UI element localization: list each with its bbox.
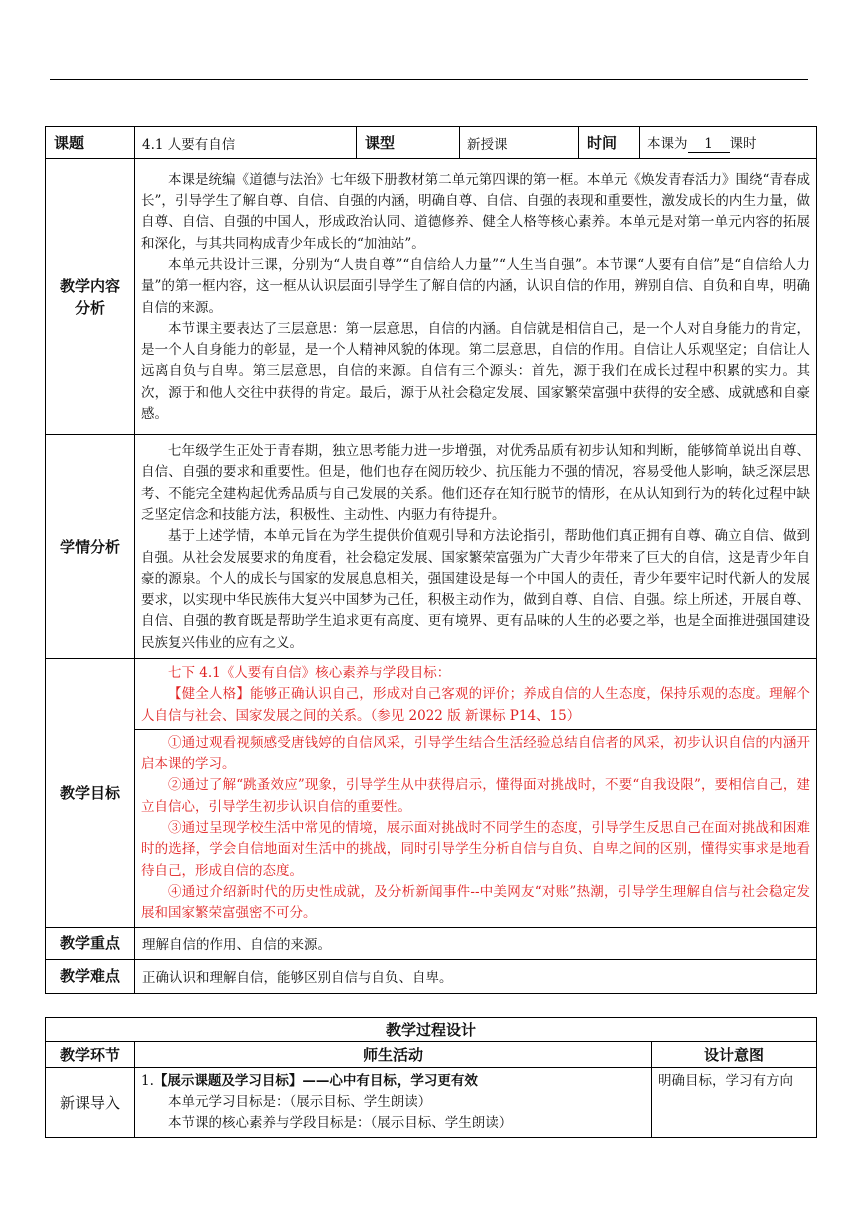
process-header-row (46, 1042, 817, 1068)
content-analysis-label: 教学内容分析 (46, 159, 135, 435)
content-paragraph: 本单元共设计三课，分别为“人贵自尊”“自信给人力量”“人生当自强”。本节课“人要有自信”是“自信给人力量”的第一框内容，这一框从认识层面引导学生了解自信的内涵，认识自信的作用，辨别自信、自负和自卑，明确自信的来源。 (141, 256, 810, 316)
difficulties-row (46, 959, 817, 993)
objectives-text (135, 659, 817, 928)
activity-heading: 【展示课题及学习目标】——心中有目标，学习更有效 (153, 1073, 478, 1089)
difficulties-label: 教学难点 (46, 959, 135, 993)
objective-item: ③通过呈现学校生活中常见的情境，展示面对挑战时不同学生的态度，引导学生反思自己在面对挑战和困难时的选择，学会自信地面对生活中的挑战，同时引导学生分析自信与自负、自卑之间的区别，懂得实事求是地看待自己，形成自信的态度。 (141, 820, 810, 879)
process-table (45, 1017, 817, 1138)
time-value (640, 127, 817, 159)
student-paragraph: 基于上述学情，本单元旨在为学生提供价值观引导和方法论指引，帮助他们真正拥有自尊、确立自信、做到自强。从社会发展要求的角度看，社会稳定发展、国家繁荣富强为广大青少年带来了巨大的自信，这是青少年自豪的源泉。个人的成长与国家的发展息息相关，强国建设是每一个中国人的责任，青少年要牢记时代新人的发展要求，以实现中华民族伟大复兴中国梦为己任，积极主动作为，做到自尊、自信、自强。综上所述，开展自尊、自信、自强的教育既是帮助学生追求更有高度、更有境界、更有品味的人生的必要之举，也是全面推进强国建设民族复兴伟业的应有之义。 (141, 528, 810, 651)
objective-item: ④通过介绍新时代的历史性成就，及分析新闻事件--中美网友“对账”热潮，引导学生理解自信与社会稳定发展和国家繁荣富强密不可分。 (141, 883, 810, 922)
difficulties-value: 正确认识和理解自信，能够区别自信与自负、自卑。 (135, 959, 817, 993)
content-paragraph: 本课是统编《道德与法治》七年级下册教材第二单元第四课的第一框。本单元《焕发青春活力》围绕“青春成长”，引导学生了解自尊、自信、自强的内涵，明确自尊、自信、自强的表现和重要性，激发成长的内生力量，做自尊、自信、自强的中国人，形成政治认同、道德修养、健全人格等核心素养。本单元是对第一单元内容的拓展和深化，与其共同构成青少年成长的“加油站”。 (141, 171, 810, 252)
objective-item: ①通过观看视频感受唐钱婷的自信风采，引导学生结合生活经验总结自信者的风采，初步认识自信的内涵开启本课的学习。 (141, 734, 810, 773)
type-label: 课型 (357, 127, 460, 159)
info-row (46, 127, 817, 159)
stage-cell: 新课导入 (46, 1068, 135, 1138)
objectives-label: 教学目标 (46, 659, 135, 928)
col-stage-header: 教学环节 (46, 1042, 135, 1068)
course-value: 4.1 人要有自信 (135, 127, 357, 159)
core-body: 【健全人格】能够正确认识自己，形成对自己客观的评价；养成自信的人生态度，保持乐观的态度。理解个人自信与社会、国家发展之间的关系。（参见 2022 版 新课标 P14、15） (141, 686, 810, 724)
content-analysis-row (46, 159, 817, 435)
process-row (46, 1068, 817, 1138)
lesson-info-table (45, 126, 817, 994)
time-label: 时间 (579, 127, 640, 159)
time-number: 1 (688, 136, 730, 153)
course-label: 课题 (46, 127, 135, 159)
objective-items (135, 729, 816, 925)
col-activity-header: 师生活动 (135, 1042, 652, 1068)
student-analysis-row (46, 435, 817, 659)
content-paragraph: 本节课主要表达了三层意思：第一层意思，自信的内涵。自信就是相信自己，是一个人对自身能力的肯定，是一个人自身能力的彰显，是一个人精神风貌的体现。第二层意思，自信的作用。自信让人乐观坚定；自信让人远离自负与自卑。第三层意思，自信的来源。自信有三个源头：首先，源于我们在成长过程中积累的实力。其次，源于和他人交往中获得的肯定。最后，源于从社会稳定发展、国家繁荣富强中获得的安全感、成就感和自豪感。 (141, 320, 810, 422)
key-points-row (46, 927, 817, 959)
header-rule (50, 79, 808, 80)
process-title-row (46, 1018, 817, 1042)
intent-cell: 明确目标，学习有方向 (652, 1068, 817, 1138)
activity-line: 本单元学习目标是：（展示目标、学生朗读） (168, 1094, 432, 1110)
activity-cell (135, 1068, 652, 1138)
key-points-value: 理解自信的作用、自信的来源。 (135, 927, 817, 959)
heading-number: 1. (141, 1073, 154, 1089)
time-prefix: 本课为 (647, 136, 688, 152)
time-suffix: 课时 (729, 136, 757, 152)
type-value: 新授课 (460, 127, 579, 159)
student-analysis-text (135, 435, 817, 659)
process-title: 教学过程设计 (46, 1018, 817, 1042)
student-paragraph: 七年级学生正处于青春期，独立思考能力进一步增强，对优秀品质有初步认知和判断，能够简单说出自尊、自信、自强的要求和重要性。但是，他们也存在阅历较少、抗压能力不强的情况，容易受他人影响，缺乏深层思考、不能完全建构起优秀品质与自己发展的关系。他们还存在知行脱节的情形，在从认知到行为的转化过程中缺乏坚定信念和技能方法，积极性、主动性、内驱力有待提升。 (141, 443, 810, 523)
activity-line: 本节课的核心素养与学段目标是：（展示目标、学生朗读） (168, 1115, 513, 1131)
objectives-row (46, 659, 817, 928)
content-analysis-text (135, 159, 817, 435)
col-intent-header: 设计意图 (652, 1042, 817, 1068)
key-points-label: 教学重点 (46, 927, 135, 959)
objective-item: ②通过了解“跳蚤效应”现象，引导学生从中获得启示，懂得面对挑战时，不要“自我设限”，要相信自己，建立自信心，引导学生初步认识自信的重要性。 (141, 777, 810, 815)
core-title: 七下 4.1《人要有自信》核心素养与学段目标： (168, 665, 451, 681)
student-analysis-label: 学情分析 (46, 435, 135, 659)
